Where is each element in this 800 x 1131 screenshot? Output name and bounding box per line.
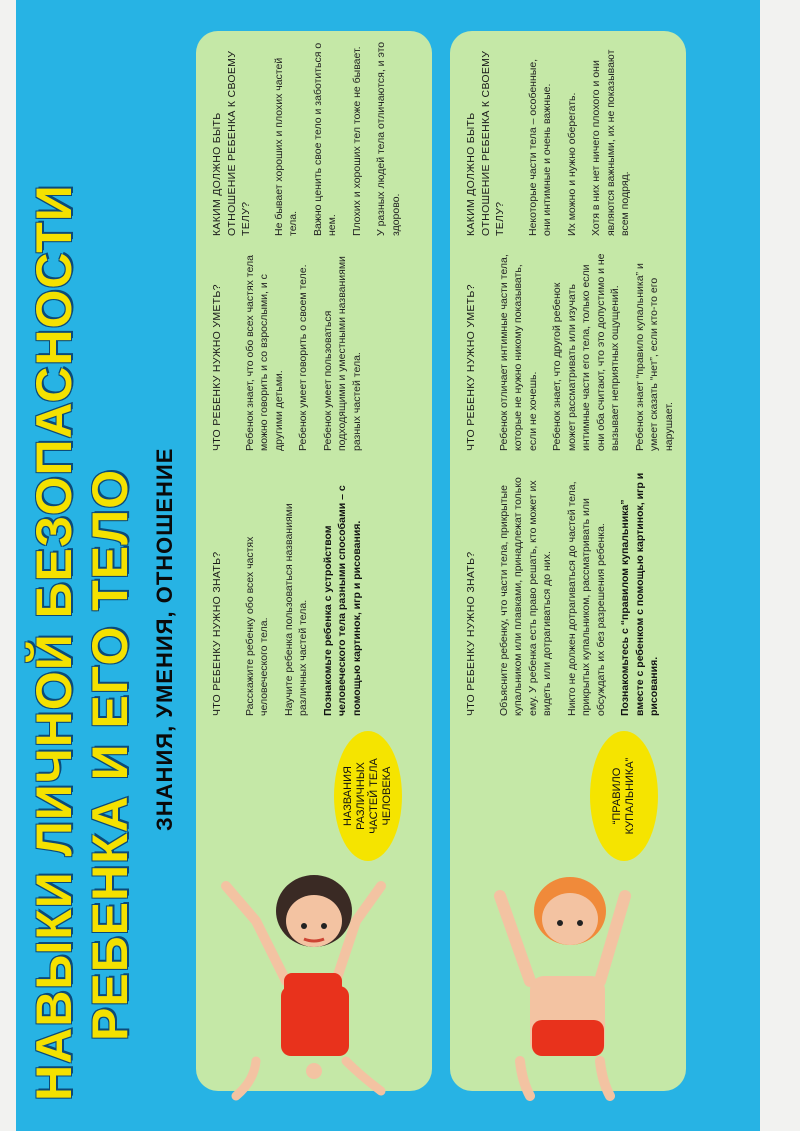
column-text: Ребенок знает “правило купальника” и умеет сказать “нет”, если кто-то его нарушает.: [633, 263, 675, 451]
column-text: Расскажите ребенку обо всех частях человеческого тела.: [243, 536, 270, 716]
column-text: Ребенок знает, что другой ребенок может рассматривать или изучать интимные части его тела, только если они оба считают, что это допустимо и не вызывает неприятных ощущений.: [551, 253, 621, 451]
column-text: Плохих и хороших тел тоже не бывает.: [350, 46, 363, 236]
column-heading: ЧТО РЕБЕНКУ НУЖНО УМЕТЬ?: [211, 284, 223, 451]
column-text: Важно ценить свое тело и заботиться о нем.: [311, 42, 338, 236]
attitude-column: [464, 41, 643, 236]
column-text: Ребенок умеет пользоваться подходящими и уместными названиями разных частей тела.: [321, 256, 363, 451]
column-text: Никто не должен дотрагиваться до частей тела, прикрытых купальником, рассматривать или обсуждать их без разрешения ребенка.: [565, 481, 607, 716]
badge-body-parts: [334, 731, 402, 861]
section-swimsuit-rule: [450, 31, 686, 1091]
column-text: У разных людей тела отличаются, и это здорово.: [375, 41, 402, 236]
poster-content: [16, 0, 760, 1131]
column-heading: ЧТО РЕБЕНКУ НУЖНО ЗНАТЬ?: [465, 551, 477, 716]
know-column: [210, 466, 374, 716]
badge-line: КУПАЛЬНИКА”: [624, 757, 636, 835]
know-column: [464, 466, 672, 716]
column-text: Объясните ребенку, что части тела, прикрытые купальником или плавками, принадлежат только ему. У ребенка есть право решать, кто может их видеть или дотрагиваться до них.: [497, 477, 553, 716]
attitude-column: [210, 41, 413, 236]
column-heading: КАКИМ ДОЛЖНО БЫТЬ ОТНОШЕНИЕ РЕБЕНКА К СВОЕМУ ТЕЛУ?: [211, 50, 252, 236]
column-text: Научите ребенка пользоваться названиями различных частей тела.: [282, 503, 309, 716]
column-text: Некоторые части тела – особенные, они интимные и очень важные.: [526, 58, 553, 236]
section-body-parts: [196, 31, 432, 1091]
column-bold-text: Познакомьтесь с “правилом купальника” вместе с ребенком с помощью картинок, игр и рисования.: [619, 472, 660, 716]
title-line-2: РЕБЕНКА И ЕГО ТЕЛО: [82, 468, 138, 1041]
column-text: Ребенок отличает интимные части тела, которые не нужно никому показывать, если не хочешь.: [497, 254, 539, 451]
column-heading: ЧТО РЕБЕНКУ НУЖНО ЗНАТЬ?: [211, 551, 223, 716]
boy-illustration: [450, 861, 686, 1101]
badge-swimsuit-rule: [590, 731, 658, 861]
column-bold-text: Познакомьте ребенка с устройством человеческого тела разными способами – с помощью картинок, игр и рисования.: [321, 485, 363, 716]
badge-line: ЧЕЛОВЕКА: [381, 766, 393, 826]
column-text: Ребенок знает, что обо всех частях тела можно говорить и со взрослыми, и с другими детьми.: [243, 255, 285, 451]
badge-line: ЧАСТЕЙ ТЕЛА: [368, 758, 380, 834]
column-text: Ребенок умеет говорить о своем теле.: [297, 264, 309, 451]
badge-line: РАЗЛИЧНЫХ: [355, 762, 367, 830]
badge-line: НАЗВАНИЯ: [342, 766, 354, 826]
column-text: Их можно и нужно оберегать.: [565, 92, 578, 236]
can-column: [464, 251, 686, 451]
can-column: [210, 251, 374, 451]
page-title: [26, 21, 138, 1101]
badge-line: “ПРАВИЛО: [611, 767, 623, 825]
column-text: Хотя в них нет ничего плохого и они являются важными, их не показывают всем подряд.: [590, 49, 631, 236]
column-text: Не бывает хороших и плохих частей тела.: [272, 57, 299, 236]
column-heading: КАКИМ ДОЛЖНО БЫТЬ ОТНОШЕНИЕ РЕБЕНКА К СВОЕМУ ТЕЛУ?: [465, 50, 506, 236]
title-line-1: НАВЫКИ ЛИЧНОЙ БЕЗОПАСНОСТИ: [26, 184, 82, 1101]
subtitle: ЗНАНИЯ, УМЕНИЯ, ОТНОШЕНИЕ: [152, 447, 177, 831]
column-heading: ЧТО РЕБЕНКУ НУЖНО УМЕТЬ?: [465, 284, 477, 451]
poster: [16, 0, 760, 1131]
girl-illustration: [196, 861, 432, 1101]
